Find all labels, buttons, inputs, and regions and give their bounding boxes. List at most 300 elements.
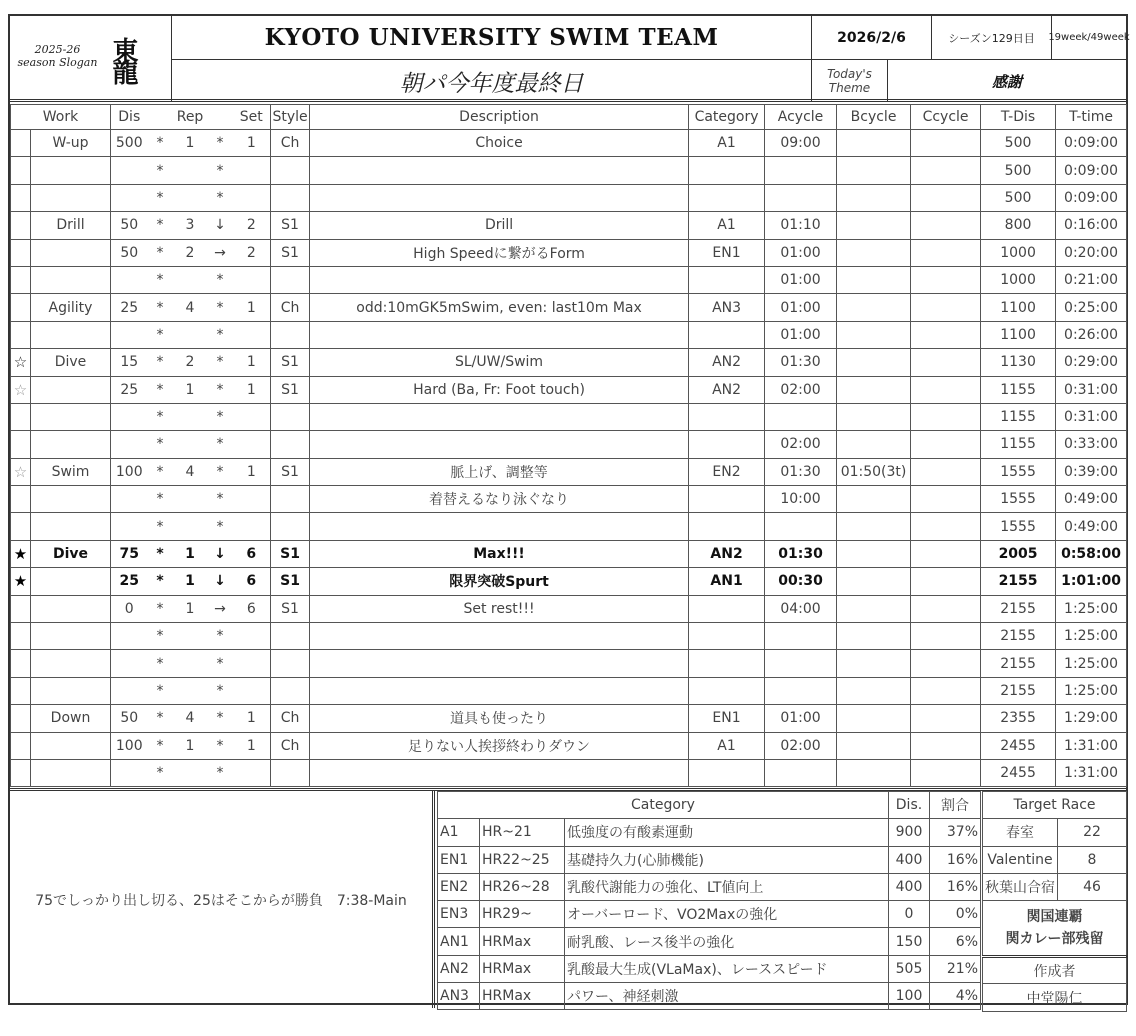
cell-bcycle — [837, 677, 911, 704]
cell-total-time: 0:49:00 — [1056, 486, 1127, 513]
cell-ccycle — [911, 130, 981, 157]
cell-bcycle — [837, 431, 911, 458]
cell-style — [271, 677, 310, 704]
cell-total-distance: 2355 — [981, 705, 1056, 732]
cell-op1: * — [148, 513, 173, 540]
cell-description — [310, 623, 689, 650]
cell-rep — [173, 266, 208, 293]
cell-op1: * — [148, 266, 173, 293]
author-label: 作成者 — [983, 957, 1127, 984]
cell-acycle: 04:00 — [765, 595, 837, 622]
cell-total-time: 0:26:00 — [1056, 321, 1127, 348]
cell-style: S1 — [271, 376, 310, 403]
slogan-label: season Slogan — [17, 55, 98, 69]
cell-description — [310, 513, 689, 540]
cell-total-distance: 1155 — [981, 431, 1056, 458]
cell-set — [233, 513, 271, 540]
cell-description — [310, 403, 689, 430]
cell-op1: * — [148, 677, 173, 704]
cell-ccycle — [911, 650, 981, 677]
cell-set — [233, 266, 271, 293]
cell-op2: * — [208, 486, 233, 513]
days-until-race: 46 — [1058, 873, 1127, 900]
cell-bcycle — [837, 212, 911, 239]
cell-rep: 4 — [173, 294, 208, 321]
cell-description: 限界突破Spurt — [310, 568, 689, 595]
cell-work: Dive — [31, 540, 111, 567]
category-distance: 100 — [889, 983, 930, 1010]
table-row — [11, 650, 1127, 677]
cell-total-distance: 1555 — [981, 458, 1056, 485]
cell-set — [233, 759, 271, 786]
cell-work: Swim — [31, 458, 111, 485]
cell-category — [689, 157, 765, 184]
cell-rep: 1 — [173, 540, 208, 567]
category-percent: 6% — [930, 928, 981, 955]
cell-total-time: 1:01:00 — [1056, 568, 1127, 595]
cell-total-time: 1:31:00 — [1056, 732, 1127, 759]
cell-description: 着替えるなり泳ぐなり — [310, 486, 689, 513]
team-title: KYOTO UNIVERSITY SWIM TEAM — [172, 16, 812, 60]
cell-dis — [111, 184, 148, 211]
column-headers — [11, 105, 1127, 130]
cell-bcycle — [837, 568, 911, 595]
cell-total-time: 1:25:00 — [1056, 677, 1127, 704]
table-row — [11, 705, 1127, 732]
cell-op1: * — [148, 403, 173, 430]
cell-description: Max!!! — [310, 540, 689, 567]
coach-note: 75でしっかり出し切る、25はそこからが勝負 7:38-Main — [10, 791, 435, 1008]
cell-total-time: 1:29:00 — [1056, 705, 1127, 732]
cell-rep — [173, 513, 208, 540]
cell-total-time: 0:29:00 — [1056, 349, 1127, 376]
cell-total-distance: 1555 — [981, 513, 1056, 540]
target-race-row — [983, 846, 1127, 873]
cell-dis: 15 — [111, 349, 148, 376]
cell-category — [689, 321, 765, 348]
cell-op2: * — [208, 623, 233, 650]
cell-total-distance: 2155 — [981, 595, 1056, 622]
cell-op2: → — [208, 239, 233, 266]
cell-total-distance: 2155 — [981, 650, 1056, 677]
cell-work — [31, 759, 111, 786]
header-bcycle: Bcycle — [837, 105, 911, 130]
category-distance: 0 — [889, 901, 930, 928]
team-goals — [983, 901, 1127, 957]
cell-set: 1 — [233, 458, 271, 485]
cell-set: 6 — [233, 568, 271, 595]
cell-ccycle — [911, 513, 981, 540]
cell-style: S1 — [271, 568, 310, 595]
theme-label-line1: Today's — [827, 67, 872, 81]
cell-work — [31, 239, 111, 266]
cell-acycle — [765, 759, 837, 786]
cell-set — [233, 431, 271, 458]
cell-work — [31, 486, 111, 513]
cell-ccycle — [911, 759, 981, 786]
cell-dis: 500 — [111, 130, 148, 157]
cell-op2: * — [208, 130, 233, 157]
cell-total-distance: 1155 — [981, 403, 1056, 430]
cell-op1: * — [148, 157, 173, 184]
cell-total-distance: 500 — [981, 184, 1056, 211]
heart-rate: HR29~ — [480, 901, 565, 928]
category-row — [438, 901, 981, 928]
slogan-box — [10, 16, 172, 102]
header-ttime: T-time — [1056, 105, 1127, 130]
cell-op2: * — [208, 513, 233, 540]
cell-category — [689, 486, 765, 513]
category-row — [438, 819, 981, 846]
cell-style: Ch — [271, 294, 310, 321]
cell-style — [271, 486, 310, 513]
cell-category: EN2 — [689, 458, 765, 485]
cell-op1: * — [148, 732, 173, 759]
cell-category: A1 — [689, 732, 765, 759]
cell-work — [31, 321, 111, 348]
cell-dis — [111, 759, 148, 786]
cell-ccycle — [911, 568, 981, 595]
category-percent: 16% — [930, 873, 981, 900]
cell-rep — [173, 486, 208, 513]
cell-total-time: 0:09:00 — [1056, 157, 1127, 184]
category-code: EN1 — [438, 846, 480, 873]
table-row — [11, 349, 1127, 376]
cell-total-distance: 500 — [981, 130, 1056, 157]
cell-description — [310, 321, 689, 348]
category-distance: 400 — [889, 846, 930, 873]
cell-ccycle — [911, 458, 981, 485]
cell-set: 2 — [233, 239, 271, 266]
cell-ccycle — [911, 294, 981, 321]
category-description: 乳酸最大生成(VLaMax)、レーススピード — [565, 955, 889, 982]
category-code: A1 — [438, 819, 480, 846]
header-ccycle: Ccycle — [911, 105, 981, 130]
cell-total-distance: 2155 — [981, 623, 1056, 650]
table-row — [11, 130, 1127, 157]
cell-op2: ↓ — [208, 212, 233, 239]
cell-description: Choice — [310, 130, 689, 157]
cell-ccycle — [911, 212, 981, 239]
cell-acycle — [765, 157, 837, 184]
cell-style — [271, 266, 310, 293]
goal-1: 関国連覇 — [1026, 909, 1083, 926]
table-row — [11, 568, 1127, 595]
cell-description: Drill — [310, 212, 689, 239]
cell-mark — [11, 431, 31, 458]
cell-bcycle — [837, 759, 911, 786]
cell-op1: * — [148, 595, 173, 622]
category-percent: 21% — [930, 955, 981, 982]
cell-total-time: 0:31:00 — [1056, 376, 1127, 403]
cell-set: 1 — [233, 130, 271, 157]
cell-dis: 25 — [111, 568, 148, 595]
category-row — [438, 928, 981, 955]
category-percent: 4% — [930, 983, 981, 1010]
heart-rate: HRMax — [480, 928, 565, 955]
category-distance: 505 — [889, 955, 930, 982]
cell-work — [31, 623, 111, 650]
category-code: AN3 — [438, 983, 480, 1010]
cell-acycle — [765, 650, 837, 677]
cell-acycle: 01:00 — [765, 321, 837, 348]
cell-work — [31, 568, 111, 595]
cell-style: S1 — [271, 239, 310, 266]
cell-dis — [111, 677, 148, 704]
cell-mark: ★ — [11, 568, 31, 595]
cell-mark — [11, 157, 31, 184]
category-table — [437, 791, 981, 1010]
cell-set: 1 — [233, 705, 271, 732]
days-until-race: 8 — [1058, 846, 1127, 873]
cell-op2: * — [208, 184, 233, 211]
cell-op2: * — [208, 349, 233, 376]
cell-work — [31, 184, 111, 211]
cell-op1: * — [148, 321, 173, 348]
cell-style — [271, 184, 310, 211]
header-tdis: T-Dis — [981, 105, 1056, 130]
target-race-header: Target Race — [983, 792, 1127, 819]
cell-work — [31, 266, 111, 293]
cell-acycle: 01:10 — [765, 212, 837, 239]
cell-op1: * — [148, 431, 173, 458]
practice-date: 2026/2/6 — [812, 16, 932, 60]
heart-rate: HR22~25 — [480, 846, 565, 873]
table-row — [11, 623, 1127, 650]
cell-work — [31, 157, 111, 184]
cell-acycle: 09:00 — [765, 130, 837, 157]
cell-bcycle — [837, 349, 911, 376]
cell-op2: * — [208, 759, 233, 786]
cell-mark: ☆ — [11, 458, 31, 485]
cell-total-distance: 1155 — [981, 376, 1056, 403]
cell-style: Ch — [271, 732, 310, 759]
cell-bcycle — [837, 266, 911, 293]
category-description: 耐乳酸、レース後半の強化 — [565, 928, 889, 955]
cell-set — [233, 184, 271, 211]
cell-total-time: 0:31:00 — [1056, 403, 1127, 430]
cell-mark: ★ — [11, 540, 31, 567]
cell-style — [271, 157, 310, 184]
cell-category — [689, 266, 765, 293]
cell-bcycle — [837, 239, 911, 266]
cell-style: Ch — [271, 705, 310, 732]
cell-ccycle — [911, 403, 981, 430]
cell-ccycle — [911, 184, 981, 211]
table-row — [11, 513, 1127, 540]
cell-acycle: 01:00 — [765, 705, 837, 732]
cell-op2: ↓ — [208, 568, 233, 595]
cell-dis: 100 — [111, 458, 148, 485]
cell-set — [233, 403, 271, 430]
cell-acycle: 01:30 — [765, 349, 837, 376]
cell-dis: 25 — [111, 376, 148, 403]
cell-rep — [173, 759, 208, 786]
cell-description: High Speedに繋がるForm — [310, 239, 689, 266]
category-header: Category — [438, 792, 889, 819]
table-row — [11, 294, 1127, 321]
cell-ccycle — [911, 431, 981, 458]
cell-bcycle — [837, 157, 911, 184]
cell-ccycle — [911, 239, 981, 266]
cell-work — [31, 677, 111, 704]
table-row — [11, 732, 1127, 759]
cell-total-distance: 2455 — [981, 759, 1056, 786]
cell-mark — [11, 294, 31, 321]
cell-ccycle — [911, 732, 981, 759]
team-logo: 東龍 — [108, 36, 138, 81]
cell-work — [31, 513, 111, 540]
cell-mark — [11, 403, 31, 430]
cell-style — [271, 403, 310, 430]
table-row — [11, 431, 1127, 458]
cell-bcycle — [837, 130, 911, 157]
cell-op1: * — [148, 458, 173, 485]
table-row — [11, 458, 1127, 485]
header-acycle: Acycle — [765, 105, 837, 130]
cell-dis: 50 — [111, 212, 148, 239]
header-rep: Rep — [148, 105, 233, 130]
cell-set: 2 — [233, 212, 271, 239]
cell-mark — [11, 650, 31, 677]
cell-op2: * — [208, 650, 233, 677]
cell-mark — [11, 184, 31, 211]
cell-op1: * — [148, 486, 173, 513]
category-code: AN1 — [438, 928, 480, 955]
cell-work — [31, 431, 111, 458]
header-description: Description — [310, 105, 689, 130]
cell-ccycle — [911, 595, 981, 622]
race-name: Valentine — [983, 846, 1058, 873]
category-row — [438, 955, 981, 982]
season-day: シーズン129日目 — [932, 16, 1052, 60]
cell-ccycle — [911, 540, 981, 567]
race-name: 秋葉山合宿 — [983, 873, 1058, 900]
summary-section — [10, 788, 1126, 1005]
cell-bcycle: 01:50(3t) — [837, 458, 911, 485]
cell-acycle: 10:00 — [765, 486, 837, 513]
cell-total-time: 0:20:00 — [1056, 239, 1127, 266]
cell-bcycle — [837, 513, 911, 540]
cell-category: A1 — [689, 212, 765, 239]
cell-category: EN1 — [689, 239, 765, 266]
cell-set: 6 — [233, 595, 271, 622]
cell-total-time: 0:25:00 — [1056, 294, 1127, 321]
cell-style: S1 — [271, 540, 310, 567]
header-work: Work — [11, 105, 111, 130]
table-row — [11, 376, 1127, 403]
cell-mark — [11, 212, 31, 239]
cell-rep: 4 — [173, 705, 208, 732]
cell-dis — [111, 321, 148, 348]
cell-rep — [173, 677, 208, 704]
cell-dis: 50 — [111, 239, 148, 266]
table-row — [11, 157, 1127, 184]
category-pct-header: 割合 — [930, 792, 981, 819]
cell-dis — [111, 623, 148, 650]
cell-description — [310, 431, 689, 458]
cell-mark — [11, 486, 31, 513]
category-dis-header: Dis. — [889, 792, 930, 819]
cell-acycle: 02:00 — [765, 732, 837, 759]
cell-description: 足りない人挨拶終わりダウン — [310, 732, 689, 759]
cell-op2: * — [208, 458, 233, 485]
table-row — [11, 486, 1127, 513]
cell-op1: * — [148, 540, 173, 567]
category-code: AN2 — [438, 955, 480, 982]
cell-mark — [11, 321, 31, 348]
cell-set — [233, 677, 271, 704]
cell-rep: 1 — [173, 732, 208, 759]
cell-rep: 1 — [173, 130, 208, 157]
heart-rate: HR~21 — [480, 819, 565, 846]
cell-dis — [111, 431, 148, 458]
cell-description: odd:10mGK5mSwim, even: last10m Max — [310, 294, 689, 321]
cell-style — [271, 623, 310, 650]
cell-op1: * — [148, 184, 173, 211]
season-slogan — [10, 43, 105, 69]
cell-mark: ☆ — [11, 376, 31, 403]
category-description: 基礎持久力(心肺機能) — [565, 846, 889, 873]
cell-mark — [11, 595, 31, 622]
cell-set — [233, 157, 271, 184]
cell-total-distance: 500 — [981, 157, 1056, 184]
cell-mark: ☆ — [11, 349, 31, 376]
cell-ccycle — [911, 266, 981, 293]
cell-dis — [111, 513, 148, 540]
cell-mark — [11, 239, 31, 266]
cell-mark — [11, 705, 31, 732]
cell-bcycle — [837, 650, 911, 677]
category-row — [438, 873, 981, 900]
cell-set — [233, 321, 271, 348]
cell-ccycle — [911, 349, 981, 376]
cell-acycle: 01:00 — [765, 294, 837, 321]
cell-op2: * — [208, 294, 233, 321]
table-row — [11, 266, 1127, 293]
cell-ccycle — [911, 157, 981, 184]
cell-dis — [111, 266, 148, 293]
cell-total-time: 1:25:00 — [1056, 650, 1127, 677]
cell-work: Down — [31, 705, 111, 732]
cell-mark — [11, 130, 31, 157]
cell-rep — [173, 184, 208, 211]
cell-bcycle — [837, 294, 911, 321]
cell-op1: * — [148, 650, 173, 677]
cell-total-distance: 2005 — [981, 540, 1056, 567]
cell-mark — [11, 677, 31, 704]
table-row — [11, 239, 1127, 266]
cell-op2: * — [208, 266, 233, 293]
cell-rep — [173, 321, 208, 348]
target-race-row — [983, 819, 1127, 846]
cell-rep: 2 — [173, 239, 208, 266]
cell-description: Hard (Ba, Fr: Foot touch) — [310, 376, 689, 403]
cell-op1: * — [148, 130, 173, 157]
cell-work — [31, 403, 111, 430]
cell-ccycle — [911, 623, 981, 650]
cell-total-time: 0:39:00 — [1056, 458, 1127, 485]
table-row — [11, 759, 1127, 786]
cell-bcycle — [837, 376, 911, 403]
cell-op1: * — [148, 212, 173, 239]
practice-subtitle: 朝パ今年度最終日 — [172, 60, 812, 102]
cell-category — [689, 184, 765, 211]
cell-ccycle — [911, 677, 981, 704]
cell-mark — [11, 513, 31, 540]
cell-description — [310, 677, 689, 704]
cell-category — [689, 623, 765, 650]
